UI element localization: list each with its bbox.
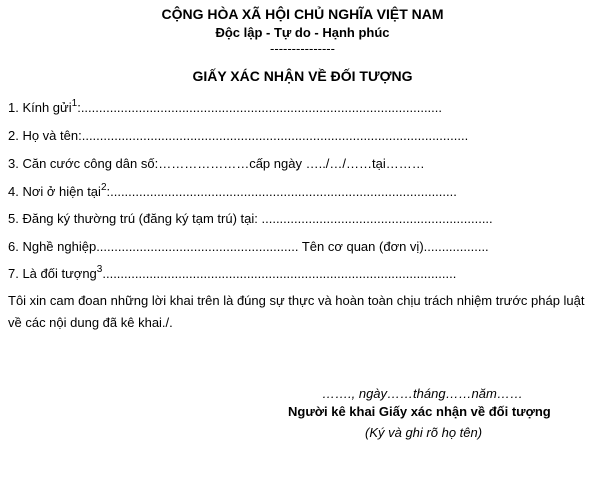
field-label: 2. Họ và tên:: [8, 128, 82, 143]
motto: Độc lập - Tự do - Hạnh phúc: [215, 25, 390, 40]
header-divider: ---------------: [270, 41, 335, 56]
field-blank: :....................................................................................................: [77, 100, 442, 115]
field-occupation: [8, 239, 489, 255]
signer-title: Người kê khai Giấy xác nhận về đối tượng: [288, 404, 551, 419]
field-blank: :................................................................................................: [106, 184, 457, 199]
field-label: 5. Đăng ký thường trú (đăng ký tạm trú) tại:: [8, 211, 258, 226]
field-blank: ...........................................................................................................: [81, 128, 469, 143]
field-blank: …………………cấp ngày …../…/……tại………: [158, 156, 425, 171]
date-line: ……., ngày……tháng……năm……: [322, 386, 523, 401]
field-label: 7. Là đối tượng: [8, 266, 97, 281]
signature-note: (Ký và ghi rõ họ tên): [365, 425, 483, 440]
footnote-marker: 1: [71, 97, 78, 109]
field-label: 1. Kính gửi: [8, 100, 72, 115]
footnote-marker: 2: [100, 181, 107, 193]
field-blank: ..................................................................................................: [102, 266, 457, 281]
field-blank: ................................................................: [257, 211, 493, 226]
field-id-card: [8, 156, 425, 172]
declaration-text: Tôi xin cam đoan những lời khai trên là đúng sự thực và hoàn toàn chịu trách nhiệm trước pháp luật về các nội dung đã kê khai./.: [8, 293, 585, 330]
field-subject-type: [8, 263, 457, 282]
field-registered-residence: [8, 211, 493, 227]
field-recipient: [8, 97, 442, 116]
field-label: 6. Nghề nghiệp: [8, 239, 97, 254]
field-full-name: [8, 128, 468, 144]
document-title: GIẤY XÁC NHẬN VỀ ĐỐI TƯỢNG: [192, 68, 413, 84]
field-current-residence: [8, 181, 457, 200]
field-blank: ........................................................ Tên cơ quan (đơn vị)..................: [96, 239, 489, 254]
field-label: 4. Nơi ở hiện tại: [8, 184, 101, 199]
field-label: 3. Căn cước công dân số:: [8, 156, 159, 171]
footnote-marker: 3: [96, 263, 103, 275]
nation-heading: CỘNG HÒA XÃ HỘI CHỦ NGHĨA VIỆT NAM: [161, 6, 444, 22]
